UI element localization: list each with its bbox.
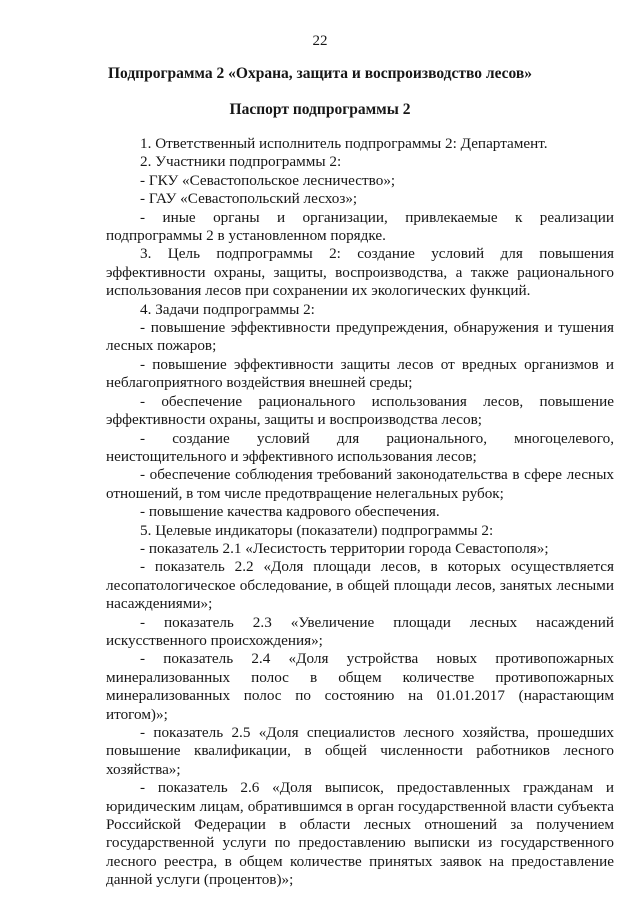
paragraph: - показатель 2.6 «Доля выписок, предоставленных гражданам и юридическим лицам, обратившимся в орган государственной власти субъекта Российской Федерации в области лесных отношений за получением государственной услуги по предоставлению выписки из государственного лесного реестра, в общем количестве принятых заявок на предоставление данной услуги (процентов)»; [106,779,614,889]
paragraph: - показатель 2.2 «Доля площади лесов, в которых осуществляется лесопатологическое обследование, в общей площади лесов, занятых лесными насаждениями»; [106,558,614,613]
paragraph: - ГАУ «Севастопольский лесхоз»; [140,190,358,208]
paragraph: - показатель 2.3 «Увеличение площади лесных насаждений искусственного происхождения»; [106,613,614,649]
paragraph: - создание условий для рационального, многоцелевого, неистощительного и эффективного использования лесов; [106,429,614,465]
paragraph: 2. Участники подпрограммы 2: [140,153,342,171]
paragraph: - обеспечение соблюдения требований законодательства в сфере лесных отношений, в том числе предотвращение нелегальных рубок; [106,466,614,502]
paragraph: 5. Целевые индикаторы (показатели) подпрограммы 2: [140,521,494,539]
paragraph: - повышение качества кадрового обеспечения. [140,503,440,521]
paragraph: - ГКУ «Севастопольское лесничество»; [140,171,396,189]
paragraph: - обеспечение рационального использования лесов, повышение эффективности охраны, защиты и воспроизводства лесов; [106,392,614,429]
paragraph: - показатель 2.4 «Доля устройства новых противопожарных минерализованных полос в общем количестве противопожарных минерализованных полос по состоянию на 01.01.2017 (нарастающим итогом)»; [106,650,614,723]
paragraph: - иные органы и организации, привлекаемые к реализации подпрограммы 2 в установленном порядке. [106,208,614,245]
page-number: 22 [312,33,328,49]
paragraph: 3. Цель подпрограммы 2: создание условий для повышения эффективности охраны, защиты, воспроизводства, а также рационального использования лесов при сохранении их экологических функций. [106,245,614,300]
paragraph: - показатель 2.1 «Лесистость территории города Севастополя»; [140,539,549,557]
passport-title: Паспорт подпрограммы 2 [229,101,411,118]
paragraph: - показатель 2.5 «Доля специалистов лесного хозяйства, прошедших повышение квалификации, в общей численности работников лесного хозяйства»; [106,724,614,778]
paragraph: - повышение эффективности защиты лесов от вредных организмов и неблагоприятного воздействия внешней среды; [106,355,614,392]
document-body [106,135,614,890]
paragraph: - повышение эффективности предупреждения, обнаружения и тушения лесных пожаров; [106,319,614,355]
subprogram-title: Подпрограмма 2 «Охрана, защита и воспроизводство лесов» [107,65,533,82]
paragraph: 1. Ответственный исполнитель подпрограммы 2: Департамент. [140,135,548,152]
paragraph: 4. Задачи подпрограммы 2: [140,300,315,318]
